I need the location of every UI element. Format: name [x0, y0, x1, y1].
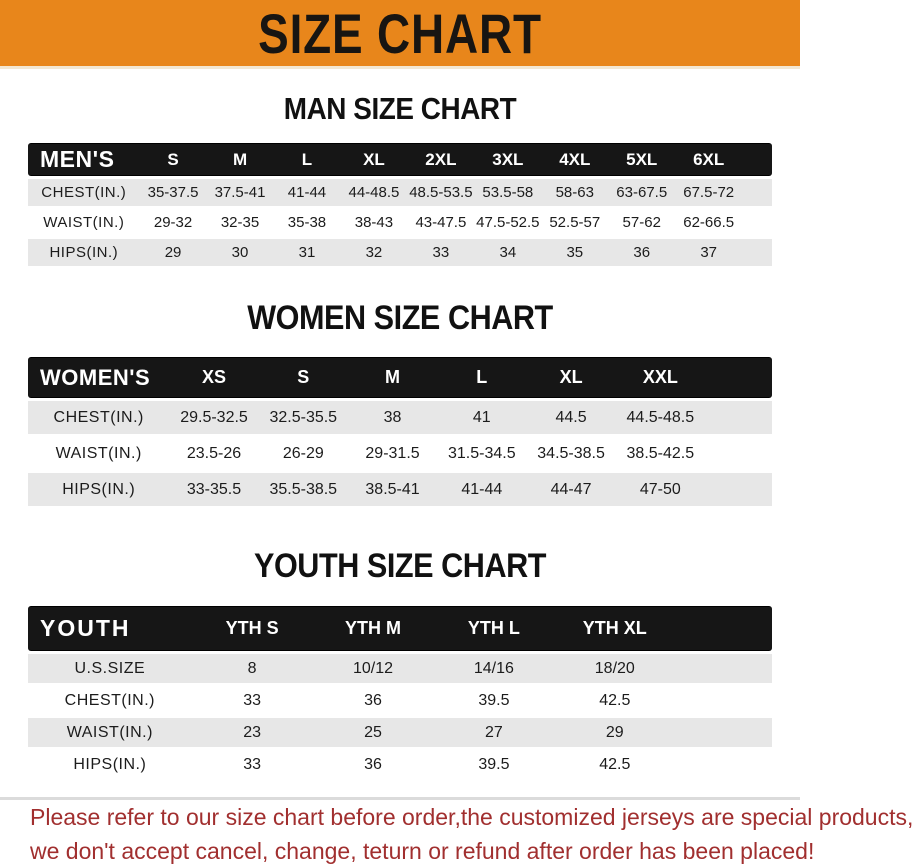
men-size-cell: 35-38: [274, 209, 341, 236]
youth-size-cell: 42.5: [554, 750, 675, 779]
footer-note: [0, 804, 913, 865]
men-row-label: HIPS(IN.): [28, 239, 140, 266]
youth-size-cell: 10/12: [313, 654, 434, 683]
women-size-cell: 34.5-38.5: [526, 437, 615, 470]
men-size-cell: 32: [340, 239, 407, 266]
men-size-cell: 67.5-72: [675, 179, 742, 206]
women-size-cell: 38.5-42.5: [616, 437, 705, 470]
women-row-label: WAIST(IN.): [28, 437, 169, 470]
women-size-table: [28, 354, 772, 509]
women-column-header: L: [437, 357, 526, 398]
women-size-cell: 29.5-32.5: [169, 401, 258, 434]
size-chart-sections: [0, 91, 800, 782]
men-size-cell: 35: [541, 239, 608, 266]
footer-line-1: Please refer to our size chart before order,the customized jerseys are special products,: [30, 804, 913, 830]
women-table-row: [28, 473, 772, 506]
women-header-bar: [28, 357, 772, 398]
men-size-cell: 37: [675, 239, 742, 266]
women-table-row: [28, 401, 772, 434]
youth-size-table: [28, 603, 772, 782]
youth-size-cell: 33: [192, 750, 313, 779]
men-row-spacer: [742, 179, 772, 206]
men-header-bar: [28, 143, 772, 176]
youth-size-cell: 8: [192, 654, 313, 683]
youth-header-spacer: [675, 606, 772, 651]
men-column-header: L: [274, 143, 341, 176]
men-column-header: 2XL: [407, 143, 474, 176]
men-size-table: [28, 140, 772, 269]
men-section-heading: MAN SIZE CHART: [283, 91, 517, 126]
men-group-label: MEN'S: [28, 143, 140, 176]
men-size-cell: 43-47.5: [407, 209, 474, 236]
youth-size-chart-section: [0, 547, 800, 782]
women-size-cell: 31.5-34.5: [437, 437, 526, 470]
youth-column-header: YTH L: [433, 606, 554, 651]
men-size-cell: 30: [207, 239, 274, 266]
youth-row-label: HIPS(IN.): [28, 750, 192, 779]
youth-row-spacer: [675, 750, 772, 779]
men-row-spacer: [742, 239, 772, 266]
men-column-header: S: [140, 143, 207, 176]
men-header-spacer: [742, 143, 772, 176]
women-size-cell: 29-31.5: [348, 437, 437, 470]
men-column-header: 6XL: [675, 143, 742, 176]
women-size-cell: 44-47: [526, 473, 615, 506]
men-size-cell: 57-62: [608, 209, 675, 236]
men-size-chart-section: [0, 91, 800, 269]
women-table-row: [28, 437, 772, 470]
men-size-cell: 44-48.5: [340, 179, 407, 206]
youth-row-label: WAIST(IN.): [28, 718, 192, 747]
youth-row-spacer: [675, 686, 772, 715]
men-size-cell: 37.5-41: [207, 179, 274, 206]
men-size-cell: 36: [608, 239, 675, 266]
men-size-cell: 52.5-57: [541, 209, 608, 236]
youth-size-cell: 39.5: [433, 686, 554, 715]
women-size-chart-section: [0, 299, 800, 509]
men-column-header: M: [207, 143, 274, 176]
men-table-row: [28, 239, 772, 266]
women-size-cell: 33-35.5: [169, 473, 258, 506]
youth-size-cell: 14/16: [433, 654, 554, 683]
youth-table-row: [28, 686, 772, 715]
women-column-header: XL: [526, 357, 615, 398]
women-size-cell: 41-44: [437, 473, 526, 506]
men-size-cell: 33: [407, 239, 474, 266]
men-size-cell: 29-32: [140, 209, 207, 236]
women-size-cell: 23.5-26: [169, 437, 258, 470]
men-column-header: 3XL: [474, 143, 541, 176]
men-size-cell: 58-63: [541, 179, 608, 206]
men-table-row: [28, 209, 772, 236]
youth-size-cell: 39.5: [433, 750, 554, 779]
youth-row-spacer: [675, 718, 772, 747]
men-size-cell: 41-44: [274, 179, 341, 206]
women-size-cell: 35.5-38.5: [259, 473, 348, 506]
men-size-cell: 34: [474, 239, 541, 266]
women-column-header: M: [348, 357, 437, 398]
women-size-cell: 44.5: [526, 401, 615, 434]
youth-size-cell: 27: [433, 718, 554, 747]
men-row-label: CHEST(IN.): [28, 179, 140, 206]
youth-table-row: [28, 718, 772, 747]
women-size-cell: 41: [437, 401, 526, 434]
men-size-cell: 48.5-53.5: [407, 179, 474, 206]
men-size-cell: 47.5-52.5: [474, 209, 541, 236]
men-table-row: [28, 179, 772, 206]
women-row-spacer: [705, 473, 772, 506]
women-group-label: WOMEN'S: [28, 357, 169, 398]
youth-column-header: YTH XL: [554, 606, 675, 651]
men-size-cell: 32-35: [207, 209, 274, 236]
women-row-spacer: [705, 401, 772, 434]
youth-row-label: U.S.SIZE: [28, 654, 192, 683]
youth-row-label: CHEST(IN.): [28, 686, 192, 715]
women-header-spacer: [705, 357, 772, 398]
banner-title: SIZE CHART: [258, 1, 542, 65]
women-section-heading: WOMEN SIZE CHART: [247, 299, 553, 337]
women-size-cell: 47-50: [616, 473, 705, 506]
women-row-label: HIPS(IN.): [28, 473, 169, 506]
youth-size-cell: 18/20: [554, 654, 675, 683]
bottom-edge-divider: [0, 797, 800, 800]
women-row-label: CHEST(IN.): [28, 401, 169, 434]
men-size-cell: 63-67.5: [608, 179, 675, 206]
men-size-cell: 62-66.5: [675, 209, 742, 236]
women-size-cell: 38.5-41: [348, 473, 437, 506]
women-row-spacer: [705, 437, 772, 470]
men-column-header: 4XL: [541, 143, 608, 176]
youth-size-cell: 25: [313, 718, 434, 747]
youth-size-cell: 36: [313, 750, 434, 779]
youth-section-heading: YOUTH SIZE CHART: [253, 547, 546, 585]
youth-table-row: [28, 654, 772, 683]
men-row-label: WAIST(IN.): [28, 209, 140, 236]
youth-size-cell: 23: [192, 718, 313, 747]
youth-size-cell: 33: [192, 686, 313, 715]
men-size-cell: 38-43: [340, 209, 407, 236]
youth-group-label: YOUTH: [28, 606, 192, 651]
youth-size-cell: 36: [313, 686, 434, 715]
women-size-cell: 32.5-35.5: [259, 401, 348, 434]
men-column-header: 5XL: [608, 143, 675, 176]
women-size-cell: 38: [348, 401, 437, 434]
youth-column-header: YTH S: [192, 606, 313, 651]
women-column-header: S: [259, 357, 348, 398]
women-size-cell: 44.5-48.5: [616, 401, 705, 434]
women-column-header: XXL: [616, 357, 705, 398]
youth-table-row: [28, 750, 772, 779]
men-row-spacer: [742, 209, 772, 236]
youth-size-cell: 29: [554, 718, 675, 747]
youth-column-header: YTH M: [313, 606, 434, 651]
youth-header-bar: [28, 606, 772, 651]
men-size-cell: 29: [140, 239, 207, 266]
youth-row-spacer: [675, 654, 772, 683]
youth-size-cell: 42.5: [554, 686, 675, 715]
women-column-header: XS: [169, 357, 258, 398]
women-size-cell: 26-29: [259, 437, 348, 470]
men-column-header: XL: [340, 143, 407, 176]
footer-line-2: we don't accept cancel, change, teturn or refund after order has been placed!: [30, 838, 815, 864]
men-size-cell: 31: [274, 239, 341, 266]
size-chart-banner: [0, 0, 800, 69]
men-size-cell: 35-37.5: [140, 179, 207, 206]
men-size-cell: 53.5-58: [474, 179, 541, 206]
